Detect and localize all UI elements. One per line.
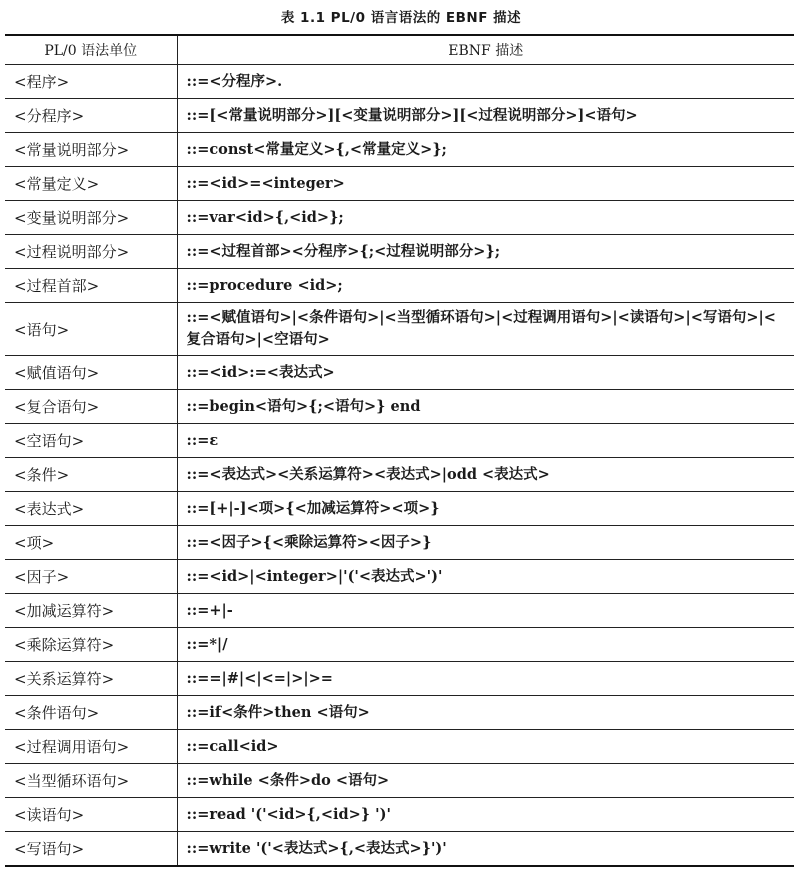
table-body [5, 65, 794, 867]
table-row [5, 235, 794, 269]
grammar-unit-cell: <复合语句> [5, 390, 177, 424]
ebnf-description-cell: ::=<赋值语句>|<条件语句>|<当型循环语句>|<过程调用语句>|<读语句>|<写语句>|<复合语句>|<空语句> [177, 303, 794, 356]
grammar-unit-cell: <变量说明部分> [5, 201, 177, 235]
grammar-unit-cell: <过程首部> [5, 269, 177, 303]
grammar-unit-cell: <条件> [5, 458, 177, 492]
ebnf-description-cell: ::=[<常量说明部分>][<变量说明部分>][<过程说明部分>]<语句> [177, 99, 794, 133]
grammar-unit-cell: <因子> [5, 560, 177, 594]
table-row [5, 424, 794, 458]
table-row [5, 269, 794, 303]
table-row [5, 662, 794, 696]
ebnf-description-cell: ::=*|/ [177, 628, 794, 662]
ebnf-description-cell: ::=ε [177, 424, 794, 458]
table-row [5, 832, 794, 867]
table-row [5, 560, 794, 594]
ebnf-description-cell: ::=<分程序>. [177, 65, 794, 99]
grammar-unit-cell: <当型循环语句> [5, 764, 177, 798]
table-row [5, 303, 794, 356]
table-row [5, 458, 794, 492]
table-header-row [5, 35, 794, 65]
ebnf-description-cell: ::=var<id>{,<id>}; [177, 201, 794, 235]
ebnf-description-cell: ::=<表达式><关系运算符><表达式>|odd <表达式> [177, 458, 794, 492]
table-row [5, 594, 794, 628]
grammar-unit-cell: <过程调用语句> [5, 730, 177, 764]
header-unit: PL/0 语法单位 [5, 35, 177, 65]
grammar-unit-cell: <表达式> [5, 492, 177, 526]
grammar-unit-cell: <分程序> [5, 99, 177, 133]
ebnf-description-cell: ::=+|- [177, 594, 794, 628]
grammar-unit-cell: <过程说明部分> [5, 235, 177, 269]
ebnf-table [5, 34, 794, 867]
table-row [5, 798, 794, 832]
table-row [5, 167, 794, 201]
ebnf-description-cell: ::=while <条件>do <语句> [177, 764, 794, 798]
grammar-unit-cell: <写语句> [5, 832, 177, 867]
grammar-unit-cell: <加减运算符> [5, 594, 177, 628]
grammar-unit-cell: <空语句> [5, 424, 177, 458]
ebnf-description-cell: ::=if<条件>then <语句> [177, 696, 794, 730]
grammar-unit-cell: <条件语句> [5, 696, 177, 730]
grammar-unit-cell: <常量说明部分> [5, 133, 177, 167]
ebnf-description-cell: ::=write '('<表达式>{,<表达式>}')' [177, 832, 794, 867]
grammar-unit-cell: <关系运算符> [5, 662, 177, 696]
table-row [5, 764, 794, 798]
ebnf-description-cell: ::=const<常量定义>{,<常量定义>}; [177, 133, 794, 167]
table-row [5, 133, 794, 167]
header-desc: EBNF 描述 [177, 35, 794, 65]
table-row [5, 65, 794, 99]
table-caption: 表 1.1 PL/0 语言语法的 EBNF 描述 [280, 10, 522, 26]
grammar-unit-cell: <读语句> [5, 798, 177, 832]
grammar-unit-cell: <程序> [5, 65, 177, 99]
grammar-unit-cell: <语句> [5, 303, 177, 356]
grammar-unit-cell: <项> [5, 526, 177, 560]
table-row [5, 201, 794, 235]
table-row [5, 730, 794, 764]
table-row [5, 356, 794, 390]
ebnf-description-cell: ::=<id>|<integer>|'('<表达式>')' [177, 560, 794, 594]
ebnf-description-cell: ::=read '('<id>{,<id>} ')' [177, 798, 794, 832]
ebnf-description-cell: ::=<id>:=<表达式> [177, 356, 794, 390]
ebnf-description-cell: ::=<过程首部><分程序>{;<过程说明部分>}; [177, 235, 794, 269]
ebnf-description-cell: ::==|#|<|<=|>|>= [177, 662, 794, 696]
grammar-unit-cell: <乘除运算符> [5, 628, 177, 662]
table-row [5, 390, 794, 424]
grammar-unit-cell: <赋值语句> [5, 356, 177, 390]
table-row [5, 99, 794, 133]
table-row [5, 492, 794, 526]
ebnf-description-cell: ::=<因子>{<乘除运算符><因子>} [177, 526, 794, 560]
grammar-unit-cell: <常量定义> [5, 167, 177, 201]
table-row [5, 628, 794, 662]
table-row [5, 696, 794, 730]
ebnf-description-cell: ::=<id>=<integer> [177, 167, 794, 201]
table-row [5, 526, 794, 560]
ebnf-description-cell: ::=procedure <id>; [177, 269, 794, 303]
ebnf-description-cell: ::=[+|-]<项>{<加减运算符><项>} [177, 492, 794, 526]
ebnf-description-cell: ::=call<id> [177, 730, 794, 764]
ebnf-description-cell: ::=begin<语句>{;<语句>} end [177, 390, 794, 424]
